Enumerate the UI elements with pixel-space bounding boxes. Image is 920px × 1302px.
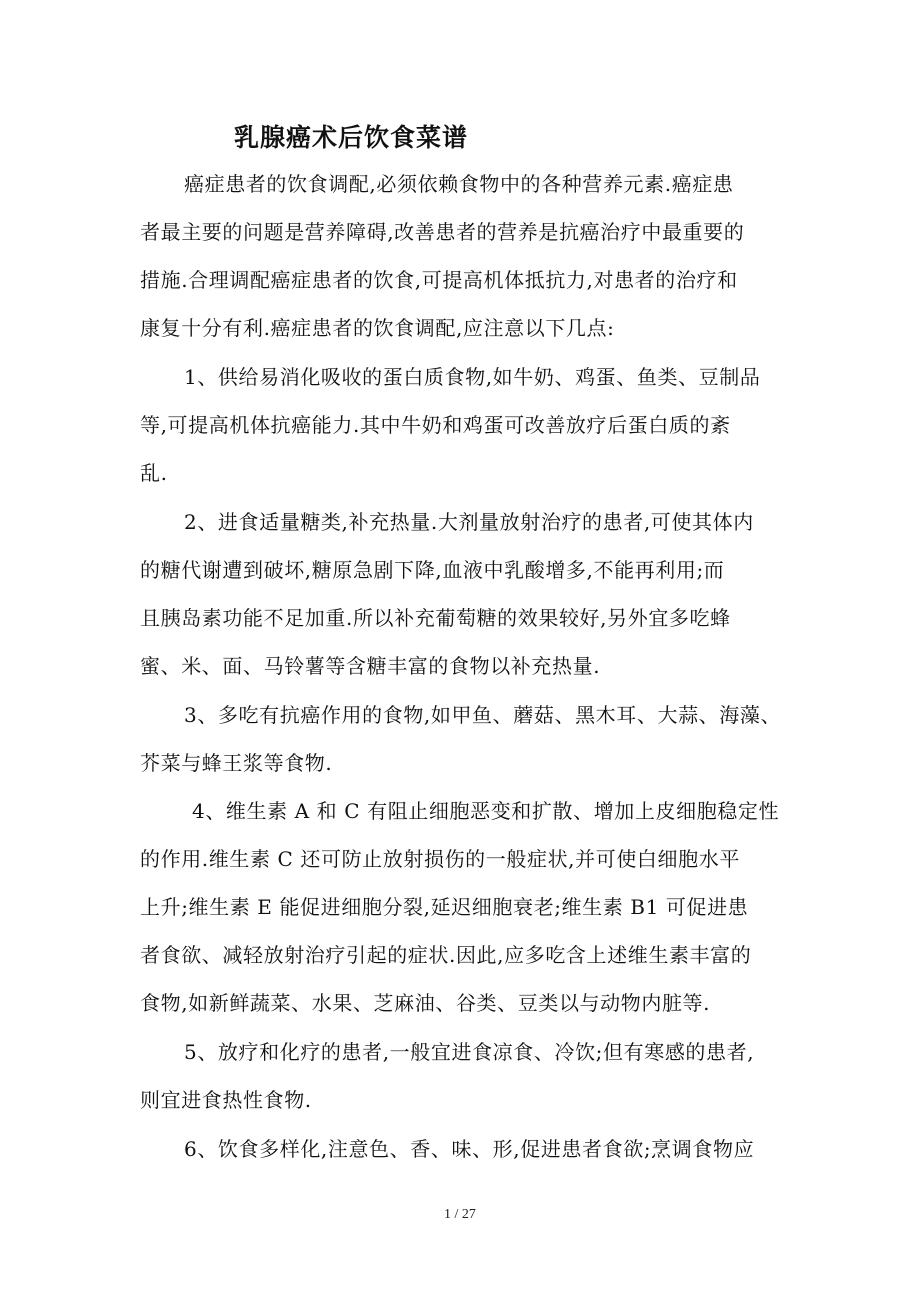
text-line: 者最主要的问题是营养障碍,改善患者的营养是抗癌治疗中最重要的 [140, 220, 745, 244]
text-line: 5、放疗和化疗的患者,一般宜进食凉食、冷饮;但有寒感的患者, [184, 1040, 755, 1064]
text-line: 康复十分有利.癌症患者的饮食调配,应注意以下几点: [140, 316, 615, 340]
text-line: 的作用.维生素 C 还可防止放射损伤的一般症状,并可使白细胞水平 [140, 847, 740, 871]
text-line: 食物,如新鲜蔬菜、水果、芝麻油、谷类、豆类以与动物内脏等. [140, 991, 711, 1015]
page-title: 乳腺癌术后饮食菜谱 [234, 123, 469, 152]
text-line: 等,可提高机体抗癌能力.其中牛奶和鸡蛋可改善放疗后蛋白质的紊 [140, 413, 731, 437]
text-line: 者食欲、减轻放射治疗引起的症状.因此,应多吃含上述维生素丰富的 [140, 943, 752, 967]
text-line: 6、饮食多样化,注意色、香、味、形,促进患者食欲;烹调食物应 [184, 1137, 755, 1161]
text-line: 上升;维生素 E 能促进细胞分裂,延迟细胞衰老;维生素 B1 可促进患 [140, 895, 749, 919]
text-line: 3、多吃有抗癌作用的食物,如甲鱼、蘑菇、黑木耳、大蒜、海藻、 [184, 703, 782, 727]
text-line: 癌症患者的饮食调配,必须依赖食物中的各种营养元素.癌症患 [184, 172, 734, 196]
text-line: 乱. [140, 461, 168, 485]
text-line: 措施.合理调配癌症患者的饮食,可提高机体抵抗力,对患者的治疗和 [140, 268, 738, 292]
page-number: 1 / 27 [444, 1207, 476, 1222]
text-line: 蜜、米、面、马铃薯等含糖丰富的食物以补充热量. [140, 654, 601, 678]
text-line: 且胰岛素功能不足加重.所以补充葡萄糖的效果较好,另外宜多吃蜂 [140, 606, 731, 630]
text-line: 芥菜与蜂王浆等食物. [140, 751, 333, 775]
text-line: 的糖代谢遭到破坏,糖原急剧下降,血液中乳酸增多,不能再利用;而 [140, 558, 725, 582]
text-line: 1、供给易消化吸收的蛋白质食物,如牛奶、鸡蛋、鱼类、豆制品 [184, 365, 761, 389]
text-line: 4、维生素 A 和 C 有阻止细胞恶变和扩散、增加上皮细胞稳定性 [192, 799, 780, 823]
text-line: 则宜进食热性食物. [140, 1088, 312, 1112]
text-line: 2、进食适量糖类,补充热量.大剂量放射治疗的患者,可使其体内 [184, 510, 754, 534]
